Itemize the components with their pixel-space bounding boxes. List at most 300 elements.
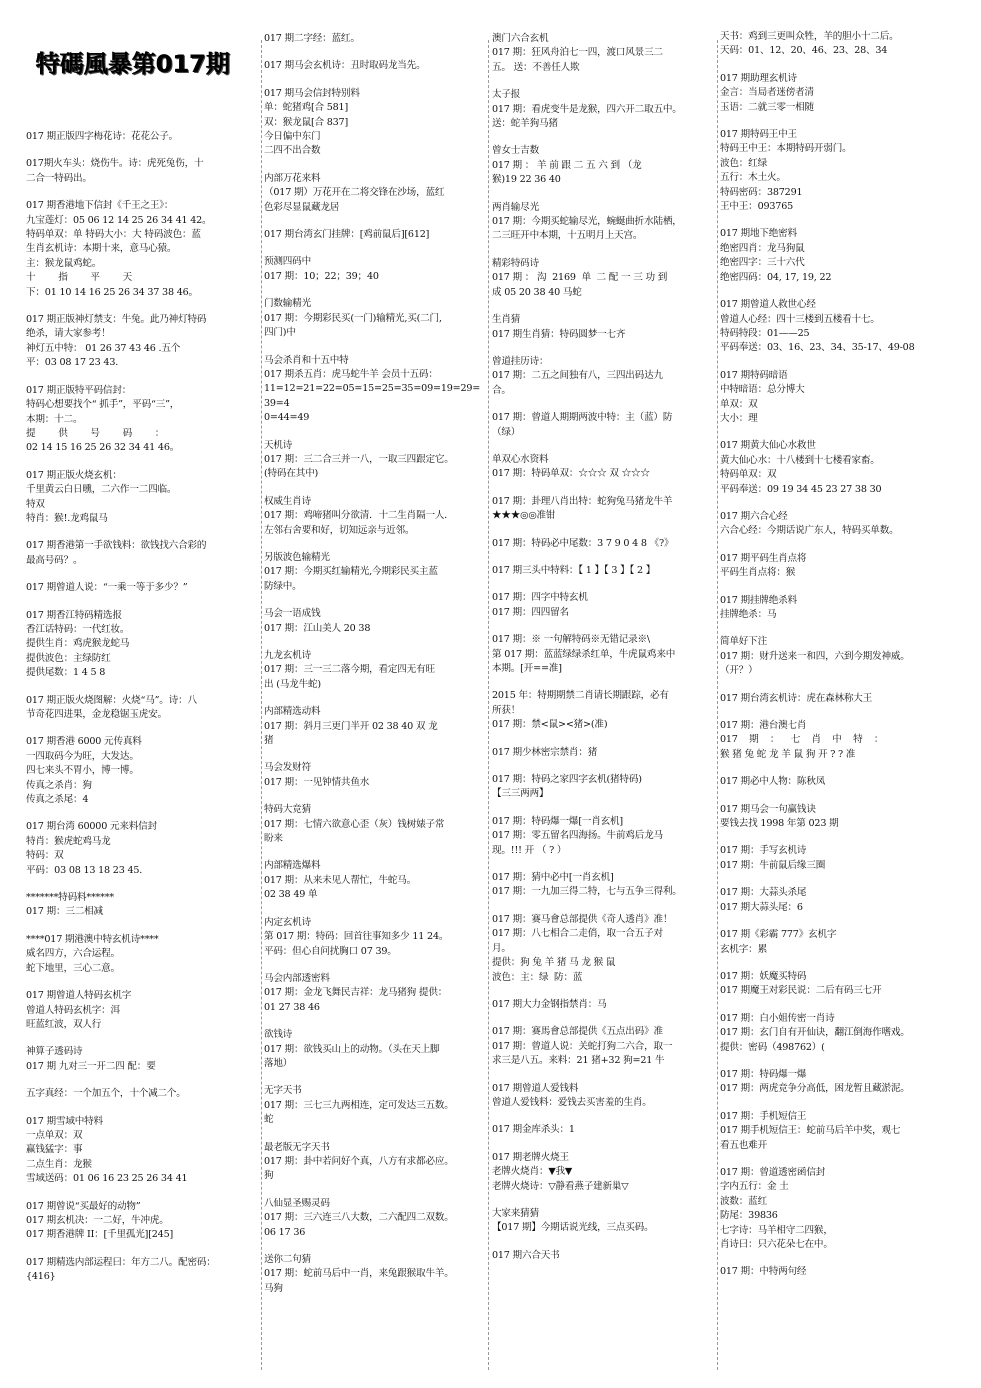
text-line: 017 期：曾道人期期两波中特：主（蓝）防 [492, 412, 673, 424]
text-line: 017 期马会玄机诗：丑时取码龙当先。 [264, 60, 426, 72]
text-line: 玉语：二就三零一相随 [720, 101, 814, 113]
text-block [720, 1110, 956, 1153]
text-block [492, 495, 714, 524]
text-line: 017 期马会信封特别料 [264, 87, 360, 99]
text-block [264, 649, 484, 692]
text-line: 017 期：大蒜头杀尾 [720, 887, 807, 899]
text-line: 017 期：鸡啼猪叫分欲清．十二生肖隔一人． [264, 510, 454, 522]
text-line: 猪 [264, 735, 274, 747]
text-line: 天码：01、12、20、46、23、28、34 [720, 45, 888, 57]
text-line: 017 期：曾道透密函信封 [720, 1166, 826, 1178]
text-line: 绝密四肖：龙马狗鼠 [720, 242, 805, 254]
text-line: 九宝莲灯：05 06 12 14 25 26 34 41 42。 [26, 214, 212, 226]
text-block [264, 255, 484, 284]
text-block [26, 891, 258, 920]
text-line: 017 期正版特平码信封： [26, 384, 132, 396]
text-line: 特码单双：单 特码大小：大 特码波色：蓝 [26, 229, 201, 241]
text-block [492, 313, 714, 342]
text-block [26, 989, 258, 1032]
text-line: 017 期正版火烧图解：火烧“马”。诗：八 [26, 694, 197, 706]
text-line: （绿） [492, 426, 521, 438]
text-line: 017 期曾说“买最好的动物” [26, 1200, 141, 1212]
text-block [720, 510, 956, 539]
text-line: 第 017 期：蓝蓝绿绿杀红单，牛虎鼠鸡来中 [492, 648, 676, 660]
text-block [492, 564, 714, 578]
text-line: 017 期雪域中特料 [26, 1115, 103, 1127]
text-block [492, 1151, 714, 1194]
text-line: 017 期精选内部运程曰：年方二八。配密码： [26, 1256, 216, 1268]
text-line: 017 期生肖猜：特码圆梦一七齐 [492, 328, 626, 340]
text-line: 狗 [264, 1170, 274, 1182]
text-line: 九龙玄机诗 [264, 650, 311, 661]
text-line: 017 期：曾道人说：关蛇打狗二六合，取一 [492, 1040, 673, 1052]
text-line: 017 期：看虎变牛是龙猴，四六开二取五中。 [492, 103, 682, 115]
text-line: 老牌火烧诗：▽静看燕子建新巢▽ [492, 1180, 629, 1192]
text-line: 双：猴龙鼠[合 837] [264, 116, 349, 128]
text-line: 平码生肖点将：猴 [720, 567, 796, 579]
text-line: 特码王中王：本期特码开弱门。 [720, 143, 852, 155]
text-line: 四门)中 [264, 327, 296, 339]
text-line: 017 期：卦中若问好个真，八方有求都必应。 [264, 1155, 454, 1167]
text-line: 02 14 15 16 25 26 32 34 41 46。 [26, 442, 180, 454]
text-line: 017 期：七情六欲意心歪（灰）钱树婊子常 [264, 818, 445, 830]
text-line: 017 期《彩霸 777》玄机字 [720, 929, 837, 941]
text-line: 十 指 平 天 [26, 272, 132, 284]
column-2 [264, 32, 484, 1382]
text-line: 马会一语成钱 [264, 608, 321, 620]
text-line: 017 期：四四留名 [492, 606, 569, 618]
text-line: 节奇花四进果，金龙稳锯玉虎安。 [26, 709, 167, 720]
text-block [720, 594, 956, 623]
text-line: 017 期：三一三二落今期，看定四无有旺 [264, 664, 435, 676]
text-line: 017 期：三二合三并一八，一取三四跟定它。 [264, 453, 454, 465]
text-block [492, 144, 714, 187]
text-line: 马狗 [264, 1282, 283, 1294]
text-block [26, 1087, 258, 1101]
text-block [26, 469, 258, 527]
text-block [264, 439, 484, 482]
text-line: 曾道人心经：四十三楼到五楼看十七。 [720, 313, 880, 325]
text-line: 特码：双 [26, 850, 64, 862]
text-line: 波色：红绿 [720, 157, 767, 169]
text-block [720, 1265, 956, 1279]
text-line: 017 期曾道人特码玄机字 [26, 990, 132, 1002]
text-block [26, 313, 258, 371]
text-line: 欲钱诗 [264, 1029, 293, 1041]
text-line: 看五也难开 [720, 1139, 767, 1151]
text-block [492, 689, 714, 732]
text-line: 017 期正版四字梅花诗：花花公子。 [26, 131, 179, 142]
text-line: 017 期三头中特料：【 1 】【 3 】【 2 】 [492, 564, 656, 576]
text-block [720, 439, 956, 497]
text-line: 另版波色输精光 [264, 551, 330, 563]
text-line: 017 期：赛马會总部提供《奇人透肖》准！ [492, 913, 673, 925]
text-line: 提供尾数：1 4 5 8 [26, 667, 106, 679]
text-line: 门数输精光 [264, 298, 311, 310]
text-line: 017 期：金龙飞舞民吉祥：龙马猪狗 提供： [264, 987, 448, 999]
text-line: 生肖猜 [492, 314, 521, 326]
text-block [264, 495, 484, 538]
text-block [492, 257, 714, 300]
text-line: 017 期大蒜头尾：6 [720, 901, 803, 913]
text-block [264, 1197, 484, 1240]
text-line: 提供生肖：鸡虎猴龙蛇马 [26, 638, 130, 650]
text-line: 神灯五中特： 01 26 37 43 46 .五个 [26, 342, 181, 354]
text-block [492, 355, 714, 398]
text-line: 所获！ [492, 704, 521, 716]
text-line: 挂牌绝杀：马 [720, 609, 777, 620]
text-block [720, 72, 956, 115]
text-line: 成 05 20 38 40 马蛇 [492, 286, 582, 298]
text-line: 017 期：港台澳七肖 [720, 720, 807, 732]
text-line: 017 期六合天书 [492, 1249, 560, 1261]
text-line: 017 期二字经：蓝红。 [264, 33, 360, 44]
text-block [492, 88, 714, 131]
text-line: 马会内部透密料 [264, 972, 330, 984]
text-line: 017 期手机短信王：蛇前马后羊中奖，观七 [720, 1125, 901, 1137]
text-line: 特码密码：387291 [720, 186, 803, 198]
text-line: 左邻右舍要和好，切知远亲与近邻。 [264, 524, 415, 536]
text-line: 出 (马龙牛蛇) [264, 678, 321, 690]
text-line: 017 期 九对三一开二四 配：要 [26, 1060, 156, 1072]
text-block [264, 705, 484, 748]
text-line: 017 期台湾玄门挂牌：[鸡前鼠后][612] [264, 229, 430, 241]
text-line: 蛇 [264, 1114, 274, 1126]
text-block [720, 803, 956, 832]
text-line: 01 27 38 46 [264, 1001, 320, 1013]
text-block [492, 815, 714, 858]
text-line: 017 期黄大仙心水救世 [720, 440, 816, 452]
text-block [264, 803, 484, 846]
text-line: 017 期：一见钟情共鱼水 [264, 776, 370, 788]
text-line: 千里黄云白日曛，二六作一二四临。 [26, 484, 177, 496]
text-line: 生肖玄机诗：本期十来，意马心猿。 [26, 243, 177, 255]
text-block [720, 1012, 956, 1055]
text-line: 【017 期】今期话说光线，三点买码。 [492, 1222, 654, 1234]
text-block [720, 692, 956, 706]
text-line: 017 期：中特两句经 [720, 1266, 807, 1278]
text-line: 017 期 ： 沟 2169 单 二 配 一 三 功 到 [492, 272, 668, 284]
text-line: 【三三两两】 [492, 788, 549, 800]
text-block [264, 859, 484, 902]
text-line: 017 期：特码之家四字玄机(猪特码) [492, 774, 642, 786]
text-line: 二四不出合数 [264, 145, 321, 157]
text-block [492, 773, 714, 802]
text-line: *******特码料****** [26, 892, 114, 904]
text-line: 017 期：三六连三八大数，二六配四二双数。 [264, 1212, 454, 1224]
text-line: 平码奉送：03、16、23、34、35-17、49-08 [720, 342, 915, 354]
text-block [26, 694, 258, 723]
text-line: 017 期：今期彩民买(一门)输精光,买(二门, [264, 312, 442, 324]
text-line: 017 期正版火烧玄机： [26, 469, 122, 481]
text-line: 马会杀肖和十五中特 [264, 354, 349, 366]
text-line: 017 期香港地下信封《千王之王》： [26, 200, 174, 212]
page-title: 特碼風暴第017期 [36, 50, 231, 78]
text-block [264, 32, 484, 46]
text-line: 四七来头不胃小，博一博。 [26, 765, 139, 777]
text-block [492, 746, 714, 760]
text-line: 017 期：一九加三得二特，七与五争三得利。 [492, 886, 682, 898]
text-line: 017 期少林密宗禁肖：猪 [492, 746, 598, 758]
text-line: 017 期：※ 一句解特码※无错记录※\ [492, 634, 650, 646]
text-block [26, 157, 258, 186]
text-line: 017 期台湾玄机诗：虎在森林称大王 [720, 692, 873, 704]
text-line: 017 期香港第一手欲钱料：欲钱找六合彩的 [26, 540, 207, 552]
text-line: (特码在其中) [264, 468, 319, 480]
text-block [26, 1045, 258, 1074]
text-block [492, 1123, 714, 1137]
text-line: 防绿中。 [264, 580, 302, 592]
text-block [264, 972, 484, 1015]
text-line: 平：03 08 17 23 43. [26, 357, 119, 369]
text-line: 求三是八五。来料：21 猪+32 狗=21 牛 [492, 1055, 665, 1067]
text-block [720, 30, 956, 59]
text-line: 内部精选动料 [264, 706, 321, 718]
text-line: 金言：当局者迷傍者清 [720, 87, 814, 99]
text-line: 017 期：赛馬會总部提供《五点出码》准 [492, 1026, 663, 1038]
text-block [720, 1068, 956, 1097]
text-block [264, 1253, 484, 1296]
text-block [26, 933, 258, 976]
text-line: 017 期：手机短信王 [720, 1110, 807, 1122]
text-block [264, 354, 484, 426]
text-line: 预测四码中 [264, 256, 311, 268]
text-block [492, 453, 714, 482]
text-line: 017 期曾道人爱钱料 [492, 1082, 579, 1094]
text-line: 017 期：三二相减 [26, 906, 103, 918]
text-line: 二三旺开中本期，十五明月上天宫。 [492, 230, 643, 242]
text-line: 017 期：两虎竞争分高低，困龙暂且藏淤泥。 [720, 1083, 910, 1095]
text-line: 神算子透码诗 [26, 1046, 83, 1058]
column-1 [26, 130, 258, 1385]
text-line: 017 期：牛前鼠后缘三圈 [720, 859, 826, 871]
text-line: 合。 [492, 384, 511, 396]
text-block [492, 537, 714, 551]
text-line: 017 期地下绝密料 [720, 228, 797, 240]
text-line: 017 期：特码单双：☆☆☆ 双 ☆☆☆ [492, 468, 650, 480]
text-block [264, 228, 484, 242]
text-line: 简单好下注 [720, 636, 767, 648]
text-line: 八仙显圣赐灵码 [264, 1197, 330, 1209]
text-block [720, 970, 956, 999]
text-line: 017 期：手写玄机诗 [720, 845, 807, 857]
text-line: 曾道挂历诗： [492, 355, 549, 367]
text-line: 两肖输尽光 [492, 201, 539, 213]
text-line: 天机诗 [264, 439, 293, 451]
text-line: 传真之杀尾：4 [26, 794, 89, 806]
text-block [264, 607, 484, 636]
text-line: 曾道人特码玄机字：洱 [26, 1004, 120, 1016]
text-line: 盼来 [264, 833, 283, 845]
text-line: 内定玄机诗 [264, 916, 311, 928]
text-line: 五字真经：一个加五个，十个减二个。 [26, 1088, 186, 1100]
text-line: 017 期：卦理八肖出特：蛇狗兔马猪龙牛羊 [492, 495, 673, 507]
text-line: 曾道人爱钱料：爱钱去买害羞的生肖。 [492, 1096, 652, 1108]
text-line: 017 期曾道人说：“一乘一等于多少？” [26, 582, 188, 594]
text-line: 017 期：今期买红输精光,今期彩民买主蓝 [264, 566, 438, 578]
text-line: 017 期杀五肖：虎马蛇牛羊 会员十五码： [264, 368, 438, 380]
text-line: 二合一特码出。 [26, 172, 92, 184]
text-block [264, 1028, 484, 1071]
text-line: 色彩尽显鼠藏龙居 [264, 201, 340, 213]
text-block [720, 719, 956, 762]
text-block [264, 297, 484, 340]
text-block [26, 1256, 258, 1285]
text-line: 特码心想要找个“ 抓手”，平码“三”， [26, 399, 180, 411]
text-line: 要钱去找 1998 年第 023 期 [720, 818, 839, 830]
text-line: 2015 年：特期期禁二肖请长期跟踪，必有 [492, 690, 669, 702]
text-line: 精彩特码诗 [492, 257, 539, 269]
text-block [264, 172, 484, 215]
text-line: 017 期大力金钢指禁肖：马 [492, 998, 607, 1010]
text-line: 017 期必中人物：陈秋凤 [720, 776, 826, 788]
text-block [492, 1082, 714, 1111]
text-line: 017 期：江山美人 20 38 [264, 622, 371, 634]
text-line: 特肖：猴虎蛇鸡马龙 [26, 835, 111, 847]
text-block [492, 1207, 714, 1236]
text-line: 017 期：特码爆一爆[一肖玄机] [492, 815, 623, 827]
text-line: 内部精选爆料 [264, 860, 321, 872]
text-line: 017 期特码王中王 [720, 129, 797, 141]
text-block [720, 844, 956, 873]
text-line: 绝密四码：04, 17, 19, 22 [720, 271, 832, 283]
text-line: 权威生肖诗 [264, 495, 311, 507]
text-line: 玄机字：累 [720, 943, 767, 955]
text-line: 猴)19 22 36 40 [492, 174, 561, 186]
text-line: 017 期六合心经 [720, 510, 788, 522]
text-line: 马会发财符 [264, 762, 311, 774]
text-line: 017 期：玄门自有开仙诀，翻江倒海作嗜戏。 [720, 1027, 910, 1039]
text-line: 017 期：10；22；39；40 [264, 270, 379, 282]
text-block [492, 591, 714, 620]
text-block [492, 998, 714, 1012]
text-block [26, 199, 258, 300]
text-line: 肖诗曰：只六花朵七在中。 [720, 1239, 833, 1250]
text-line: 单：蛇猪鸡[合 581] [264, 102, 349, 114]
text-line: 017 期助理玄机诗 [720, 72, 797, 84]
text-line: 第 017 期：特码：回首往事知多少 11 24。 [264, 931, 449, 943]
text-line: （017 期）万花开在二将交锋在沙场，蓝红 [264, 187, 445, 199]
text-line: 绝杀，请大家参考！ [26, 328, 111, 340]
text-line: 017 期香江特码精选报 [26, 609, 122, 621]
text-line: 017 期：特码爆一爆 [720, 1068, 807, 1080]
text-line: 017 期台湾 60000 元来料信封 [26, 821, 157, 833]
text-line: {416} [26, 1271, 56, 1283]
text-block [720, 298, 956, 356]
text-line: 蛇下地里，三心二意。 [26, 962, 120, 974]
text-block [720, 775, 956, 789]
text-line: 017 期平码生肖点将 [720, 552, 807, 564]
text-line: 送：蛇羊狗马猪 [492, 118, 558, 130]
text-block [720, 227, 956, 285]
text-block [264, 916, 484, 959]
text-line: 017 期挂牌绝杀料 [720, 594, 797, 606]
column-divider [261, 40, 262, 1370]
text-line: 02 38 49 单 [264, 889, 318, 901]
text-line: 017 期：斜月三更门半开 02 38 40 双 龙 [264, 720, 438, 732]
text-line: 017 期曾道人救世心经 [720, 299, 816, 311]
text-line: 本期：十二。 [26, 413, 83, 425]
text-line: 平码：03 08 13 18 23 45. [26, 864, 143, 876]
text-block [26, 130, 258, 144]
text-line: 二点生肖：龙猴 [26, 1158, 92, 1170]
text-line: 平码奉送：09 19 34 45 23 27 38 30 [720, 483, 882, 495]
text-line: 曾女士吉数 [492, 145, 539, 157]
text-line: 017 期：今期买蛇输尽光，蜿蜒曲折水陆栖， [492, 216, 682, 228]
column-3 [492, 32, 714, 1382]
text-line: 雪域送码：01 06 16 23 25 26 34 41 [26, 1173, 188, 1185]
text-line: 波数：蓝红 [720, 1195, 767, 1207]
text-line: 防尾：39836 [720, 1210, 778, 1222]
column-divider [717, 40, 718, 1370]
text-line: 特肖：猴!.龙鸡鼠马 [26, 512, 108, 524]
text-line: ****017 期港澳中特玄机诗**** [26, 933, 159, 945]
text-line: 送你二句猜 [264, 1254, 311, 1265]
text-line: 赢钱猛字：事 [26, 1144, 83, 1156]
text-line: 017 期：二五之间独有八，三四出码达九 [492, 370, 663, 382]
text-block [264, 59, 484, 73]
text-line: 平码：但心自问扰胸口 07 39。 [264, 945, 397, 957]
text-block [26, 1200, 258, 1243]
text-block [26, 539, 258, 568]
text-block [720, 635, 956, 678]
text-block [492, 32, 714, 75]
text-line: 字内五行：金 土 [720, 1181, 789, 1193]
text-line: 提 供 号 码 ： [26, 427, 165, 439]
text-block [492, 633, 714, 676]
text-line: 一点单双：双 [26, 1129, 83, 1141]
text-line: 旺蓝红波，双人行 [26, 1018, 102, 1030]
text-line: 威名四方，六合运程。 [26, 948, 120, 960]
text-line: 017 期：特码必中尾数：3 7 9 0 4 8 《?》 [492, 537, 674, 549]
column-divider [488, 40, 489, 1370]
text-line: 猴 猪 兔 蛇 龙 羊 鼠 狗 开 ? ? 准 [720, 748, 856, 760]
text-line: 最高号码？。 [26, 554, 83, 566]
text-line: 最老版无字天书 [264, 1141, 330, 1153]
text-line: 一四取码今为旺，大发达。 [26, 750, 139, 762]
text-block [26, 384, 258, 456]
text-line: 017 期香港牌 II：[千里孤光][245] [26, 1229, 174, 1241]
text-line: 017 期特码暗语 [720, 369, 788, 381]
text-block [26, 581, 258, 595]
text-block [492, 871, 714, 900]
text-line: 澳门六合玄机 [492, 33, 549, 44]
text-line: 主：猴龙鼠鸡蛇。 [26, 257, 102, 269]
text-line: 017 期：财升送来一和四，六到今期发神威。 [720, 650, 910, 662]
text-line: 017 期：妖魔买特码 [720, 970, 807, 982]
text-line: 特双 [26, 498, 45, 510]
text-block [264, 551, 484, 594]
text-line: 本期。[开==准] [492, 663, 562, 674]
text-line: 017 期：狂风舟泊七一四，渡口风景三二 [492, 47, 663, 59]
text-line: 无字天书 [264, 1085, 302, 1097]
text-line: 绝密四字：三十六代 [720, 257, 805, 269]
text-line: 06 17 36 [264, 1226, 306, 1238]
text-line: 017 期：零五留名四海扬。牛前鸡后龙马 [492, 830, 663, 842]
text-line: 017 期 ： 羊 前 跟 二 五 六 到 （龙 [492, 159, 642, 171]
text-line: 提供：狗 兔 羊 猪 马 龙 猴 鼠 [492, 957, 616, 969]
text-block [492, 411, 714, 440]
text-line: 内部万花来料 [264, 172, 321, 184]
text-block [720, 552, 956, 581]
text-line: 下：01 10 14 16 25 26 34 37 38 46。 [26, 286, 198, 298]
text-block [264, 1084, 484, 1127]
text-line: 017 期马会一句赢钱诀 [720, 803, 816, 815]
text-block [492, 1025, 714, 1068]
text-line: 0=44=49 [264, 412, 310, 424]
text-line: 七字诗：马羊相守二四猴， [720, 1224, 833, 1236]
text-line: 017期火车头：烧伤牛。诗：虎死兔伤，十 [26, 158, 204, 170]
